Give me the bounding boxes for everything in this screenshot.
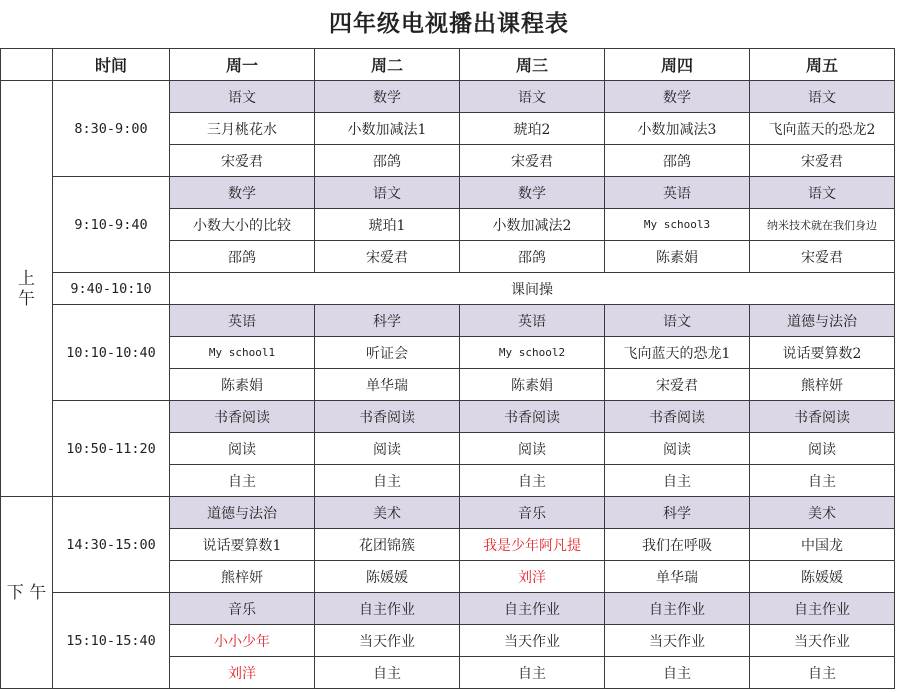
lesson-cell: My school3 [605,209,750,241]
corner-cell [1,49,53,81]
day-header-fri: 周五 [750,49,895,81]
header-row [1,49,895,81]
subject-cell: 英语 [170,305,315,337]
teacher-cell: 宋爱君 [460,145,605,177]
teacher-cell: 自主 [315,657,460,689]
teacher-cell: 宋爱君 [750,241,895,273]
subject-cell: 自主作业 [315,593,460,625]
slot-row-subjects [1,177,895,209]
lesson-cell: 说话要算数1 [170,529,315,561]
lesson-cell: 小数大小的比较 [170,209,315,241]
subject-cell: 数学 [170,177,315,209]
lesson-cell: 阅读 [605,433,750,465]
teacher-cell: 自主 [750,657,895,689]
lesson-cell: 阅读 [315,433,460,465]
subject-cell: 英语 [460,305,605,337]
lesson-cell: 阅读 [460,433,605,465]
teacher-cell: 宋爱君 [315,241,460,273]
subject-cell: 书香阅读 [750,401,895,433]
subject-cell: 数学 [460,177,605,209]
subject-cell: 语文 [750,81,895,113]
subject-cell: 书香阅读 [315,401,460,433]
teacher-cell: 熊梓妍 [750,369,895,401]
lesson-cell: 琥珀2 [460,113,605,145]
subject-cell: 英语 [605,177,750,209]
subject-cell: 自主作业 [460,593,605,625]
lesson-cell: 当天作业 [460,625,605,657]
teacher-cell: 陈素娟 [460,369,605,401]
subject-cell: 自主作业 [750,593,895,625]
time-cell: 10:50-11:20 [53,401,170,497]
subject-cell: 美术 [315,497,460,529]
subject-cell: 语文 [460,81,605,113]
slot-row-subjects [1,81,895,113]
day-header-wed: 周三 [460,49,605,81]
subject-cell: 书香阅读 [605,401,750,433]
teacher-cell: 邵鸽 [170,241,315,273]
teacher-cell: 熊梓妍 [170,561,315,593]
teacher-cell: 自主 [460,465,605,497]
teacher-cell: 宋爱君 [170,145,315,177]
slot-row-subjects [1,593,895,625]
subject-cell: 书香阅读 [460,401,605,433]
subject-cell: 科学 [605,497,750,529]
lesson-cell: 阅读 [170,433,315,465]
teacher-cell: 陈素娟 [605,241,750,273]
teacher-cell: 自主 [605,465,750,497]
teacher-cell: 刘洋 [170,657,315,689]
teacher-cell: 邵鸽 [315,145,460,177]
teacher-cell: 自主 [170,465,315,497]
lesson-cell: 听证会 [315,337,460,369]
time-cell: 9:40-10:10 [53,273,170,305]
lesson-cell: 当天作业 [750,625,895,657]
teacher-cell: 刘洋 [460,561,605,593]
subject-cell: 数学 [605,81,750,113]
day-header-thu: 周四 [605,49,750,81]
teacher-cell: 单华瑞 [315,369,460,401]
lesson-cell: 小数加减法3 [605,113,750,145]
lesson-cell: 我们在呼吸 [605,529,750,561]
subject-cell: 语文 [170,81,315,113]
time-cell: 14:30-15:00 [53,497,170,593]
time-cell: 15:10-15:40 [53,593,170,689]
slot-row-subjects [1,497,895,529]
subject-cell: 科学 [315,305,460,337]
lesson-cell: 小数加减法1 [315,113,460,145]
lesson-cell: 我是少年阿凡提 [460,529,605,561]
teacher-cell: 自主 [605,657,750,689]
break-cell: 课间操 [170,273,895,305]
lesson-cell: 琥珀1 [315,209,460,241]
time-cell: 10:10-10:40 [53,305,170,401]
teacher-cell: 宋爱君 [750,145,895,177]
subject-cell: 音乐 [460,497,605,529]
teacher-cell: 陈媛媛 [315,561,460,593]
lesson-cell: 阅读 [750,433,895,465]
lesson-cell: 说话要算数2 [750,337,895,369]
teacher-cell: 单华瑞 [605,561,750,593]
day-header-tue: 周二 [315,49,460,81]
half-morning: 上 午 [1,81,53,497]
lesson-cell: 纳米技术就在我们身边 [750,209,895,241]
subject-cell: 语文 [750,177,895,209]
subject-cell: 道德与法治 [170,497,315,529]
break-row [1,273,895,305]
time-header: 时间 [53,49,170,81]
lesson-cell: 当天作业 [605,625,750,657]
day-header-mon: 周一 [170,49,315,81]
subject-cell: 自主作业 [605,593,750,625]
lesson-cell: 当天作业 [315,625,460,657]
lesson-cell: 三月桃花水 [170,113,315,145]
subject-cell: 数学 [315,81,460,113]
lesson-cell: 飞向蓝天的恐龙2 [750,113,895,145]
time-cell: 9:10-9:40 [53,177,170,273]
teacher-cell: 邵鸽 [460,241,605,273]
subject-cell: 书香阅读 [170,401,315,433]
page-title: 四年级电视播出课程表 [329,10,569,37]
lesson-cell: My school1 [170,337,315,369]
subject-cell: 语文 [315,177,460,209]
lesson-cell: 花团锦簇 [315,529,460,561]
lesson-cell: 小数加减法2 [460,209,605,241]
teacher-cell: 陈素娟 [170,369,315,401]
slot-row-subjects [1,305,895,337]
lesson-cell: My school2 [460,337,605,369]
lesson-cell: 小小少年 [170,625,315,657]
subject-cell: 语文 [605,305,750,337]
teacher-cell: 自主 [315,465,460,497]
lesson-cell: 飞向蓝天的恐龙1 [605,337,750,369]
lesson-cell: 中国龙 [750,529,895,561]
teacher-cell: 宋爱君 [605,369,750,401]
subject-cell: 道德与法治 [750,305,895,337]
schedule-table [0,48,895,689]
slot-row-subjects [1,401,895,433]
subject-cell: 音乐 [170,593,315,625]
teacher-cell: 陈媛媛 [750,561,895,593]
half-afternoon: 下 午 [1,497,53,689]
time-cell: 8:30-9:00 [53,81,170,177]
teacher-cell: 自主 [460,657,605,689]
teacher-cell: 邵鸽 [605,145,750,177]
teacher-cell: 自主 [750,465,895,497]
subject-cell: 美术 [750,497,895,529]
